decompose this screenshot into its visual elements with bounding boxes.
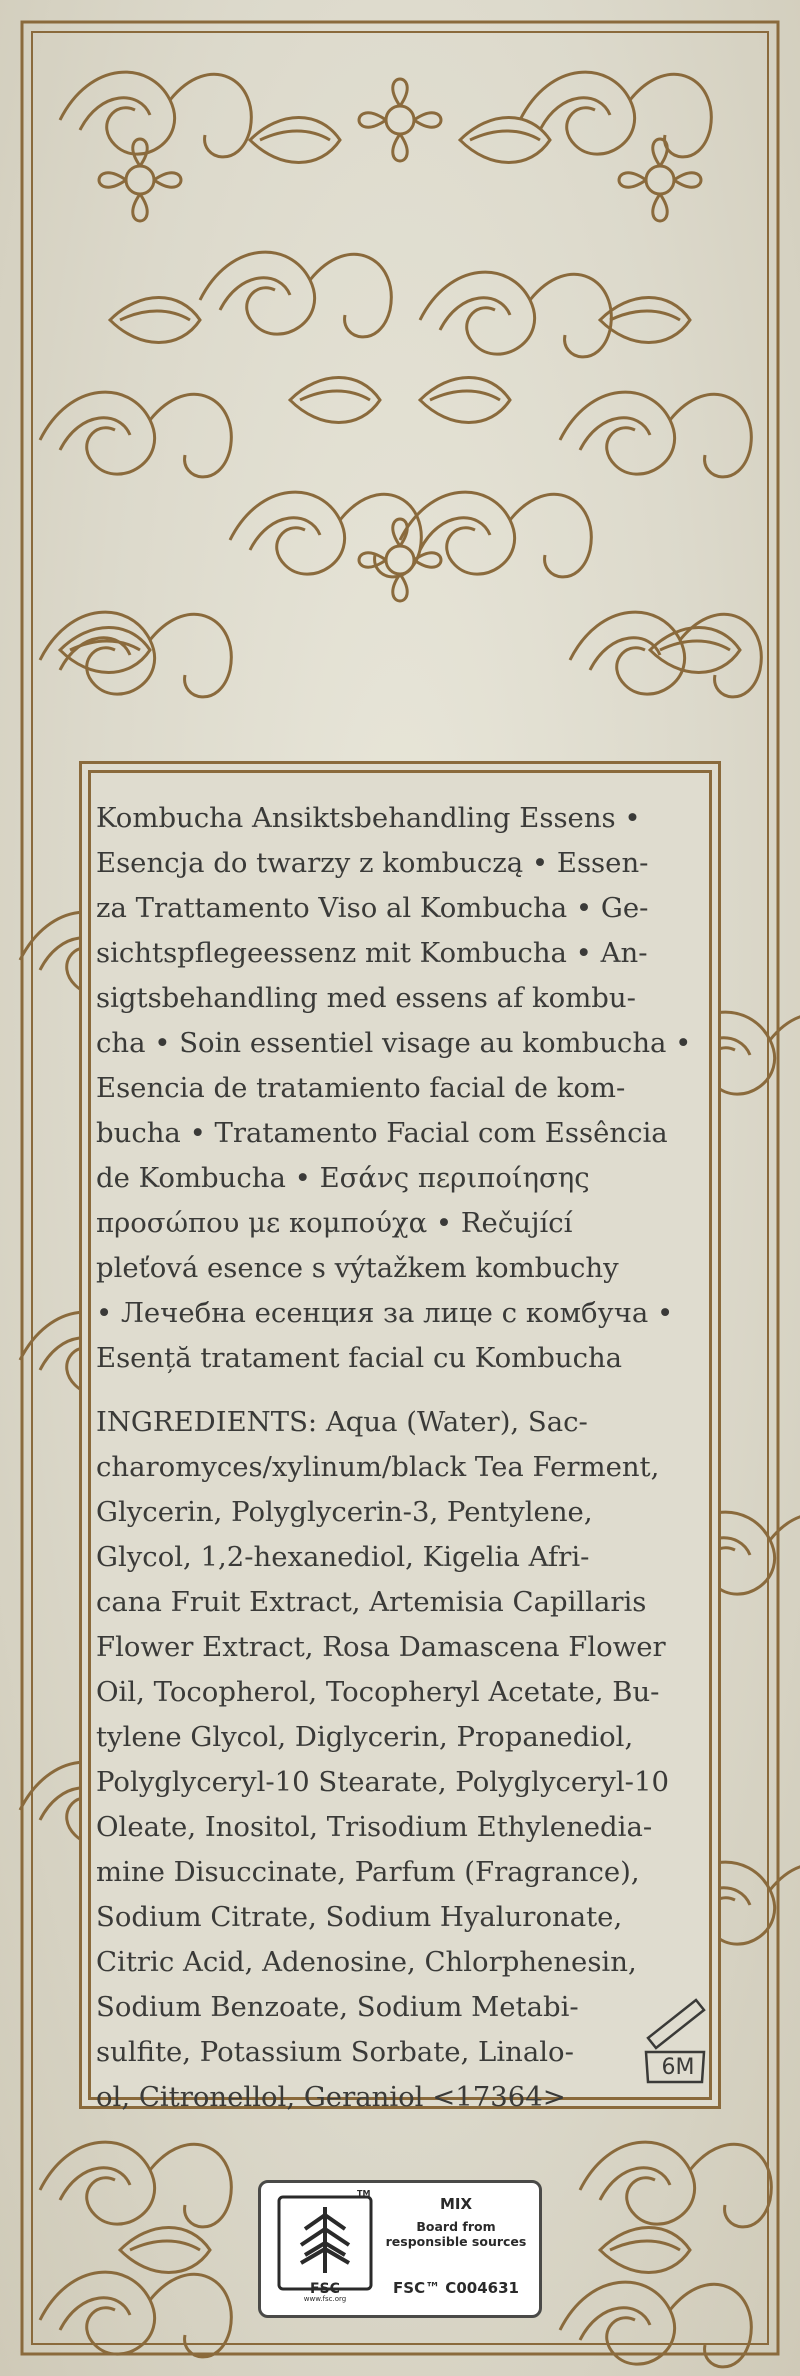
fsc-tree-icon xyxy=(275,2193,375,2305)
ingredients-line: Oil, Tocopherol, Tocopheryl Acetate, Bu- xyxy=(96,1676,660,1708)
ingredients-line: Polyglyceryl-10 Stearate, Polyglyceryl-10 xyxy=(96,1766,669,1798)
ingredients-line: tylene Glycol, Diglycerin, Propanediol, xyxy=(96,1721,634,1753)
product-name-line: cha • Soin essentiel visage au kombucha • xyxy=(96,1027,692,1059)
ingredients-line: Oleate, Inositol, Trisodium Ethylenedia- xyxy=(96,1811,653,1843)
fsc-board-line1: Board from xyxy=(416,2219,496,2234)
product-name-line: Esencia de tratamiento facial de kom- xyxy=(96,1072,626,1104)
fsc-logo-text: FSC xyxy=(310,2281,340,2297)
ingredients-line: Flower Extract, Rosa Damascena Flower xyxy=(96,1631,666,1663)
ingredients-line: cana Fruit Extract, Artemisia Capillaris xyxy=(96,1586,647,1618)
ingredients-line: mine Disuccinate, Parfum (Fragrance), xyxy=(96,1856,640,1888)
ingredients-line: Citric Acid, Adenosine, Chlorphenesin, xyxy=(96,1946,637,1978)
product-name-line: προσώπου με κομπούχα • Rečující xyxy=(96,1207,573,1239)
product-name-line: bucha • Tratamento Facial com Essência xyxy=(96,1117,668,1149)
fsc-board-line2: responsible sources xyxy=(385,2234,527,2249)
ingredients-line: Glycol, 1,2-hexanediol, Kigelia Afri- xyxy=(96,1541,590,1573)
ingredients-line: Sodium Citrate, Sodium Hyaluronate, xyxy=(96,1901,623,1933)
fsc-url: www.fsc.org xyxy=(303,2295,347,2303)
ingredients-line: Sodium Benzoate, Sodium Metabi- xyxy=(96,1991,579,2023)
fsc-code: FSC™ C004631 xyxy=(393,2279,519,2297)
fsc-mix: MIX xyxy=(439,2195,473,2213)
product-name-line: za Trattamento Viso al Kombucha • Ge- xyxy=(96,892,649,924)
ingredients-line: charomyces/xylinum/black Tea Ferment, xyxy=(96,1451,660,1483)
fsc-tm: TM xyxy=(357,2189,371,2198)
fsc-label xyxy=(258,2180,542,2318)
pao-label: 6M xyxy=(661,2055,695,2080)
product-name-line: pleťová esence s výtažkem kombuchy xyxy=(96,1252,619,1284)
product-name-line: Esență tratament facial cu Kombucha xyxy=(96,1342,623,1374)
product-name-line: Esencja do twarzy z kombuczą • Essen- xyxy=(96,847,649,879)
ingredients-line: sulfite, Potassium Sorbate, Linalo- xyxy=(96,2036,574,2068)
fsc-board xyxy=(381,2219,531,2249)
product-name-line: de Kombucha • Εσάνς περιποίησης xyxy=(96,1162,590,1194)
ingredients-line: ol, Citronellol, Geraniol <17364> xyxy=(96,2081,566,2113)
ingredients-line: Glycerin, Polyglycerin-3, Pentylene, xyxy=(96,1496,593,1528)
ingredients-list xyxy=(96,1400,704,2120)
product-name-line: sigtsbehandling med essens af kombu- xyxy=(96,982,636,1014)
product-names xyxy=(96,796,704,1381)
ingredients-line: INGREDIENTS: Aqua (Water), Sac- xyxy=(96,1406,588,1438)
product-name-line: Kombucha Ansiktsbehandling Essens • xyxy=(96,802,641,834)
product-name-line: • Лечебна есенция за лице с комбуча • xyxy=(96,1297,674,1329)
product-name-line: sichtspflegeessenz mit Kombucha • An- xyxy=(96,937,648,969)
